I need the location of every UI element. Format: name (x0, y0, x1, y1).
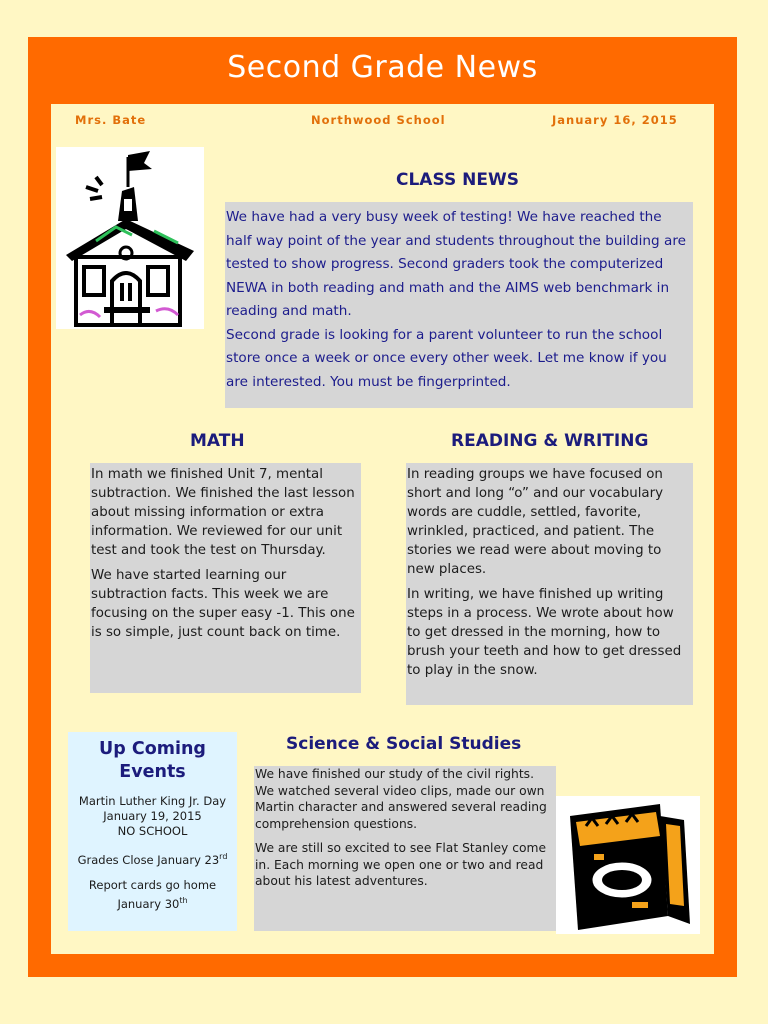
event-name: Martin Luther King Jr. Day (78, 794, 227, 808)
math-paragraph: We have started learning our subtraction facts. This week we are focusing on the super easy -1. This one is so simple, just count back on time. (91, 568, 355, 640)
upcoming-events-heading: Up Coming Events (99, 739, 206, 782)
event-date: January 19, 2015 (103, 809, 202, 823)
math-heading: MATH (190, 431, 245, 451)
event-text: Grades Close January 23 (77, 852, 220, 867)
event-item (68, 878, 237, 912)
reading-writing-heading: READING & WRITING (451, 431, 649, 451)
science-paragraph: We have finished our study of the civil rights. We watched several video clips, made our own Martin character and answered several reading comprehension questions. (255, 767, 547, 831)
event-item (68, 794, 237, 839)
issue-date: January 16, 2015 (552, 113, 678, 127)
writing-paragraph: In writing, we have finished up writing steps in a process. We wrote about how to get dressed in the morning, how to brush your teeth and how to get dressed to play in the snow. (407, 587, 682, 678)
class-news-paragraph: Second grade is looking for a parent volunteer to run the school store once a week or once every other week. Let me know if you are interested. You must be fingerprinted. (226, 326, 667, 390)
science-paragraph: We are still so excited to see Flat Stanley come in. Each morning we open one or two and read about his latest adventures. (255, 841, 547, 888)
science-heading: Science & Social Studies (286, 734, 522, 754)
crayon-box-clipart (556, 796, 700, 934)
reading-paragraph: In reading groups we have focused on short and long “o” and our vocabulary words are cuddle, settled, favorite, wrinkled, practiced, and patient. The stories we read were about moving to new places. (407, 467, 664, 577)
math-paragraph: In math we finished Unit 7, mental subtraction. We finished the last lesson about missing information or extra information. We reviewed for our unit test and took the test on Thursday. (91, 467, 355, 558)
event-name: Report cards go home (88, 877, 217, 892)
event-item (68, 849, 237, 868)
class-news-heading: CLASS NEWS (396, 170, 519, 190)
teacher-name: Mrs. Bate (75, 113, 147, 127)
class-news-box (225, 202, 693, 408)
science-box (254, 766, 556, 931)
event-ordinal: rd (219, 852, 228, 861)
math-box (90, 463, 361, 693)
event-date: January 30 (117, 896, 180, 911)
upcoming-events-box (68, 732, 237, 931)
newsletter-title: Second Grade News (227, 50, 538, 85)
event-ordinal: th (179, 895, 188, 905)
schoolhouse-clipart (56, 147, 204, 329)
event-note: NO SCHOOL (117, 824, 188, 838)
school-name: Northwood School (311, 113, 446, 127)
class-news-paragraph: We have had a very busy week of testing! We have reached the half way point of the year and students throughout the building are tested to show progress. Second graders took the computerized NEWA in both reading and math and the AIMS web benchmark in reading and math. (226, 209, 686, 319)
reading-writing-box (406, 463, 693, 705)
